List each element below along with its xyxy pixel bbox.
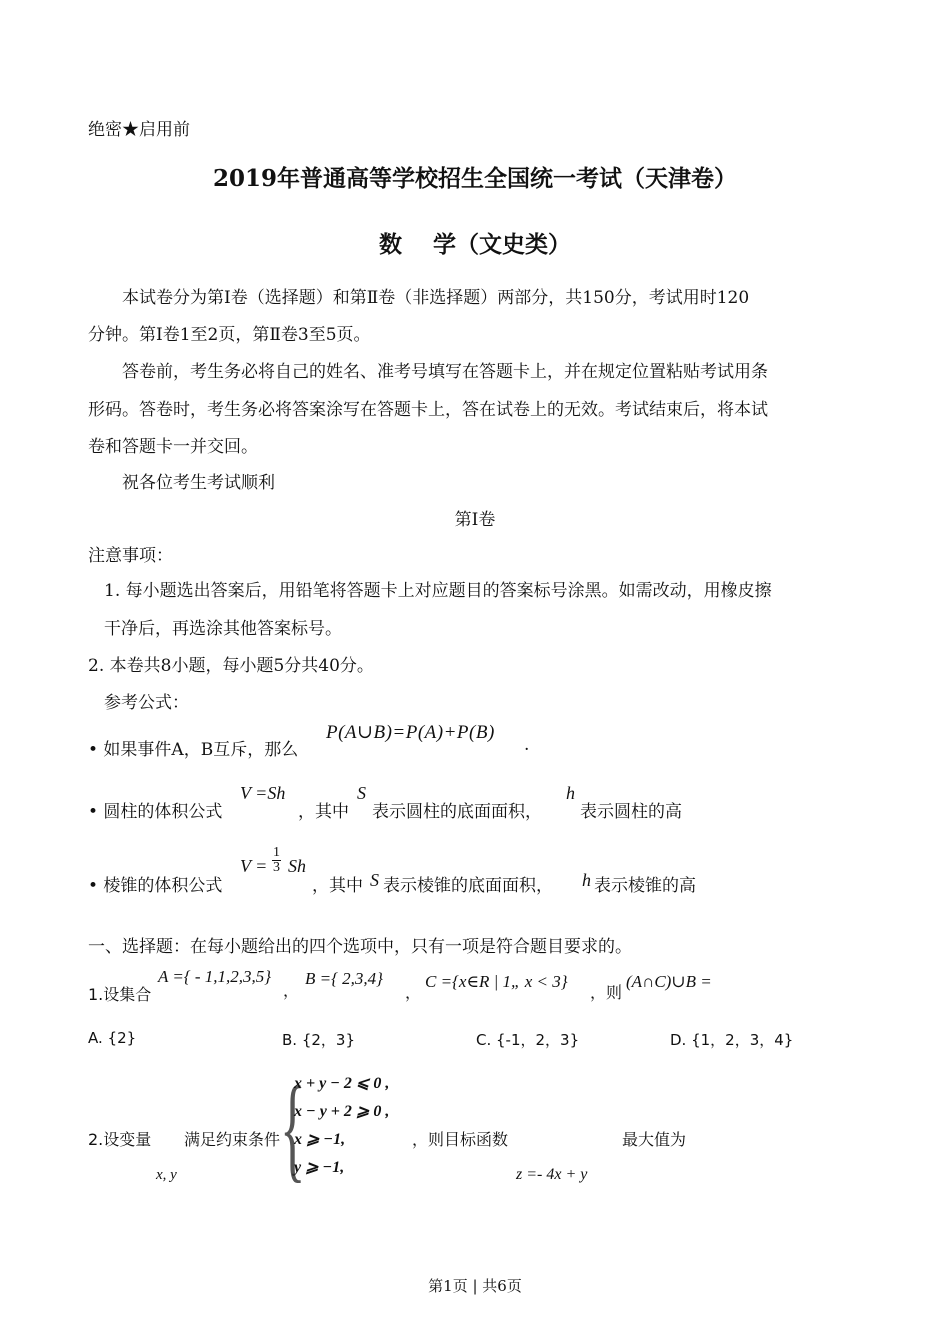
q1-option-d: D. {1，2，3，4}: [670, 1031, 794, 1049]
formula-2-math: V =Sh: [240, 783, 286, 803]
exam-title: 2019年普通高等学校招生全国统一考试（天津卷）: [212, 165, 737, 192]
secret-mark: 绝密★启用前: [88, 120, 190, 140]
formula-2-end: 表示圆柱的高: [580, 802, 682, 822]
intro-p1-line2: 分钟。第Ⅰ卷1至2页，第Ⅱ卷3至5页。: [88, 325, 371, 345]
q1-option-a: A. {2}: [88, 1029, 137, 1047]
page-footer: 第1页 | 共6页: [428, 1277, 522, 1295]
constraint-4: y ⩾ −1,: [294, 1159, 345, 1176]
wish-text: 祝各位考生考试顺利: [122, 473, 275, 493]
formula-3-mid: ，其中: [312, 876, 363, 896]
constraint-1: x + y − 2 ⩽ 0 ,: [294, 1075, 390, 1092]
formula-3-text: • 棱锥的体积公式: [88, 876, 223, 896]
formula-1-end: .: [524, 735, 530, 755]
formula-title: 参考公式：: [104, 693, 189, 713]
formula-1-text: • 如果事件A，B互斥，那么: [88, 740, 299, 760]
intro-p2-line3: 卷和答题卡一并交回。: [88, 437, 258, 457]
q2-objective-text: ，则目标函数: [412, 1130, 509, 1149]
formula-3-V: V =: [240, 856, 268, 876]
q2-variables: x, y: [156, 1167, 177, 1183]
formula-3-S: S: [370, 870, 379, 890]
notes-title: 注意事项：: [88, 546, 173, 566]
q2-prefix: 2.设变量: [88, 1130, 152, 1149]
q2-objective-function: z =- 4x + y: [516, 1166, 588, 1183]
exam-subtitle: 数 学（文史类）: [378, 231, 571, 258]
q1-set-C: C ={x∈R | 1„ x < 3}: [425, 972, 568, 991]
intro-p1-line1: 本试卷分为第Ⅰ卷（选择题）和第Ⅱ卷（非选择题）两部分，共150分，考试用时120: [122, 288, 750, 308]
note-1-line1: 1. 每小题选出答案后，用铅笔将答题卡上对应题目的答案标号涂黑。如需改动，用橡皮擦: [104, 581, 772, 601]
fraction-denominator: 3: [273, 860, 280, 875]
system-brace: {: [280, 1062, 306, 1193]
q1-set-B: B ={ 2,3,4}: [305, 969, 383, 988]
constraint-3: x ⩾ −1,: [294, 1131, 346, 1148]
q1-sep-3: ，则: [590, 983, 623, 1002]
formula-3-fraction: [272, 846, 281, 875]
formula-3-after: 表示棱锥的底面面积，: [383, 876, 553, 896]
intro-p2-line2: 形码。答卷时，考生务必将答案涂写在答题卡上，答在试卷上的无效。考试结束后，将本试: [88, 400, 768, 420]
q1-option-c: C. {-1，2，3}: [476, 1031, 580, 1049]
formula-3-end: 表示棱锥的高: [594, 876, 696, 896]
formula-1-math: P(A∪B)=P(A)+P(B): [326, 722, 495, 743]
formula-2-mid: ，其中: [298, 802, 349, 822]
q1-option-b: B. {2，3}: [282, 1031, 356, 1049]
note-1-line2: 干净后，再选涂其他答案标号。: [104, 619, 342, 639]
q2-constraint-system: [280, 1062, 414, 1193]
q2-condition-text: 满足约束条件: [184, 1130, 281, 1149]
q2-max-text: 最大值为: [622, 1130, 687, 1149]
formula-3-Sh: Sh: [288, 856, 306, 876]
formula-3-h: h: [582, 870, 591, 890]
note-2: 2. 本卷共8小题，每小题5分共40分。: [88, 656, 374, 676]
q1-prefix: 1.设集合: [88, 985, 152, 1004]
part1-heading: 第Ⅰ卷: [454, 510, 496, 530]
formula-2-after: 表示圆柱的底面面积，: [372, 802, 542, 822]
formula-2-S: S: [357, 783, 366, 803]
fraction-numerator: 1: [273, 845, 280, 860]
intro-p2-line1: 答卷前，考生务必将自己的姓名、准考号填写在答题卡上，并在规定位置粘贴考试用条: [122, 362, 768, 382]
q1-expression: (A∩C)∪B =: [626, 972, 712, 991]
q1-sep-1: ，: [283, 981, 300, 1000]
constraint-2: x − y + 2 ⩾ 0 ,: [294, 1103, 390, 1120]
q1-sep-2: ，: [405, 983, 422, 1002]
q1-set-A: A ={ - 1,1,2,3,5}: [158, 967, 272, 986]
formula-2-h: h: [566, 783, 575, 803]
section-1-heading: 一、选择题：在每小题给出的四个选项中，只有一项是符合题目要求的。: [88, 937, 632, 957]
formula-2-text: • 圆柱的体积公式: [88, 802, 223, 822]
